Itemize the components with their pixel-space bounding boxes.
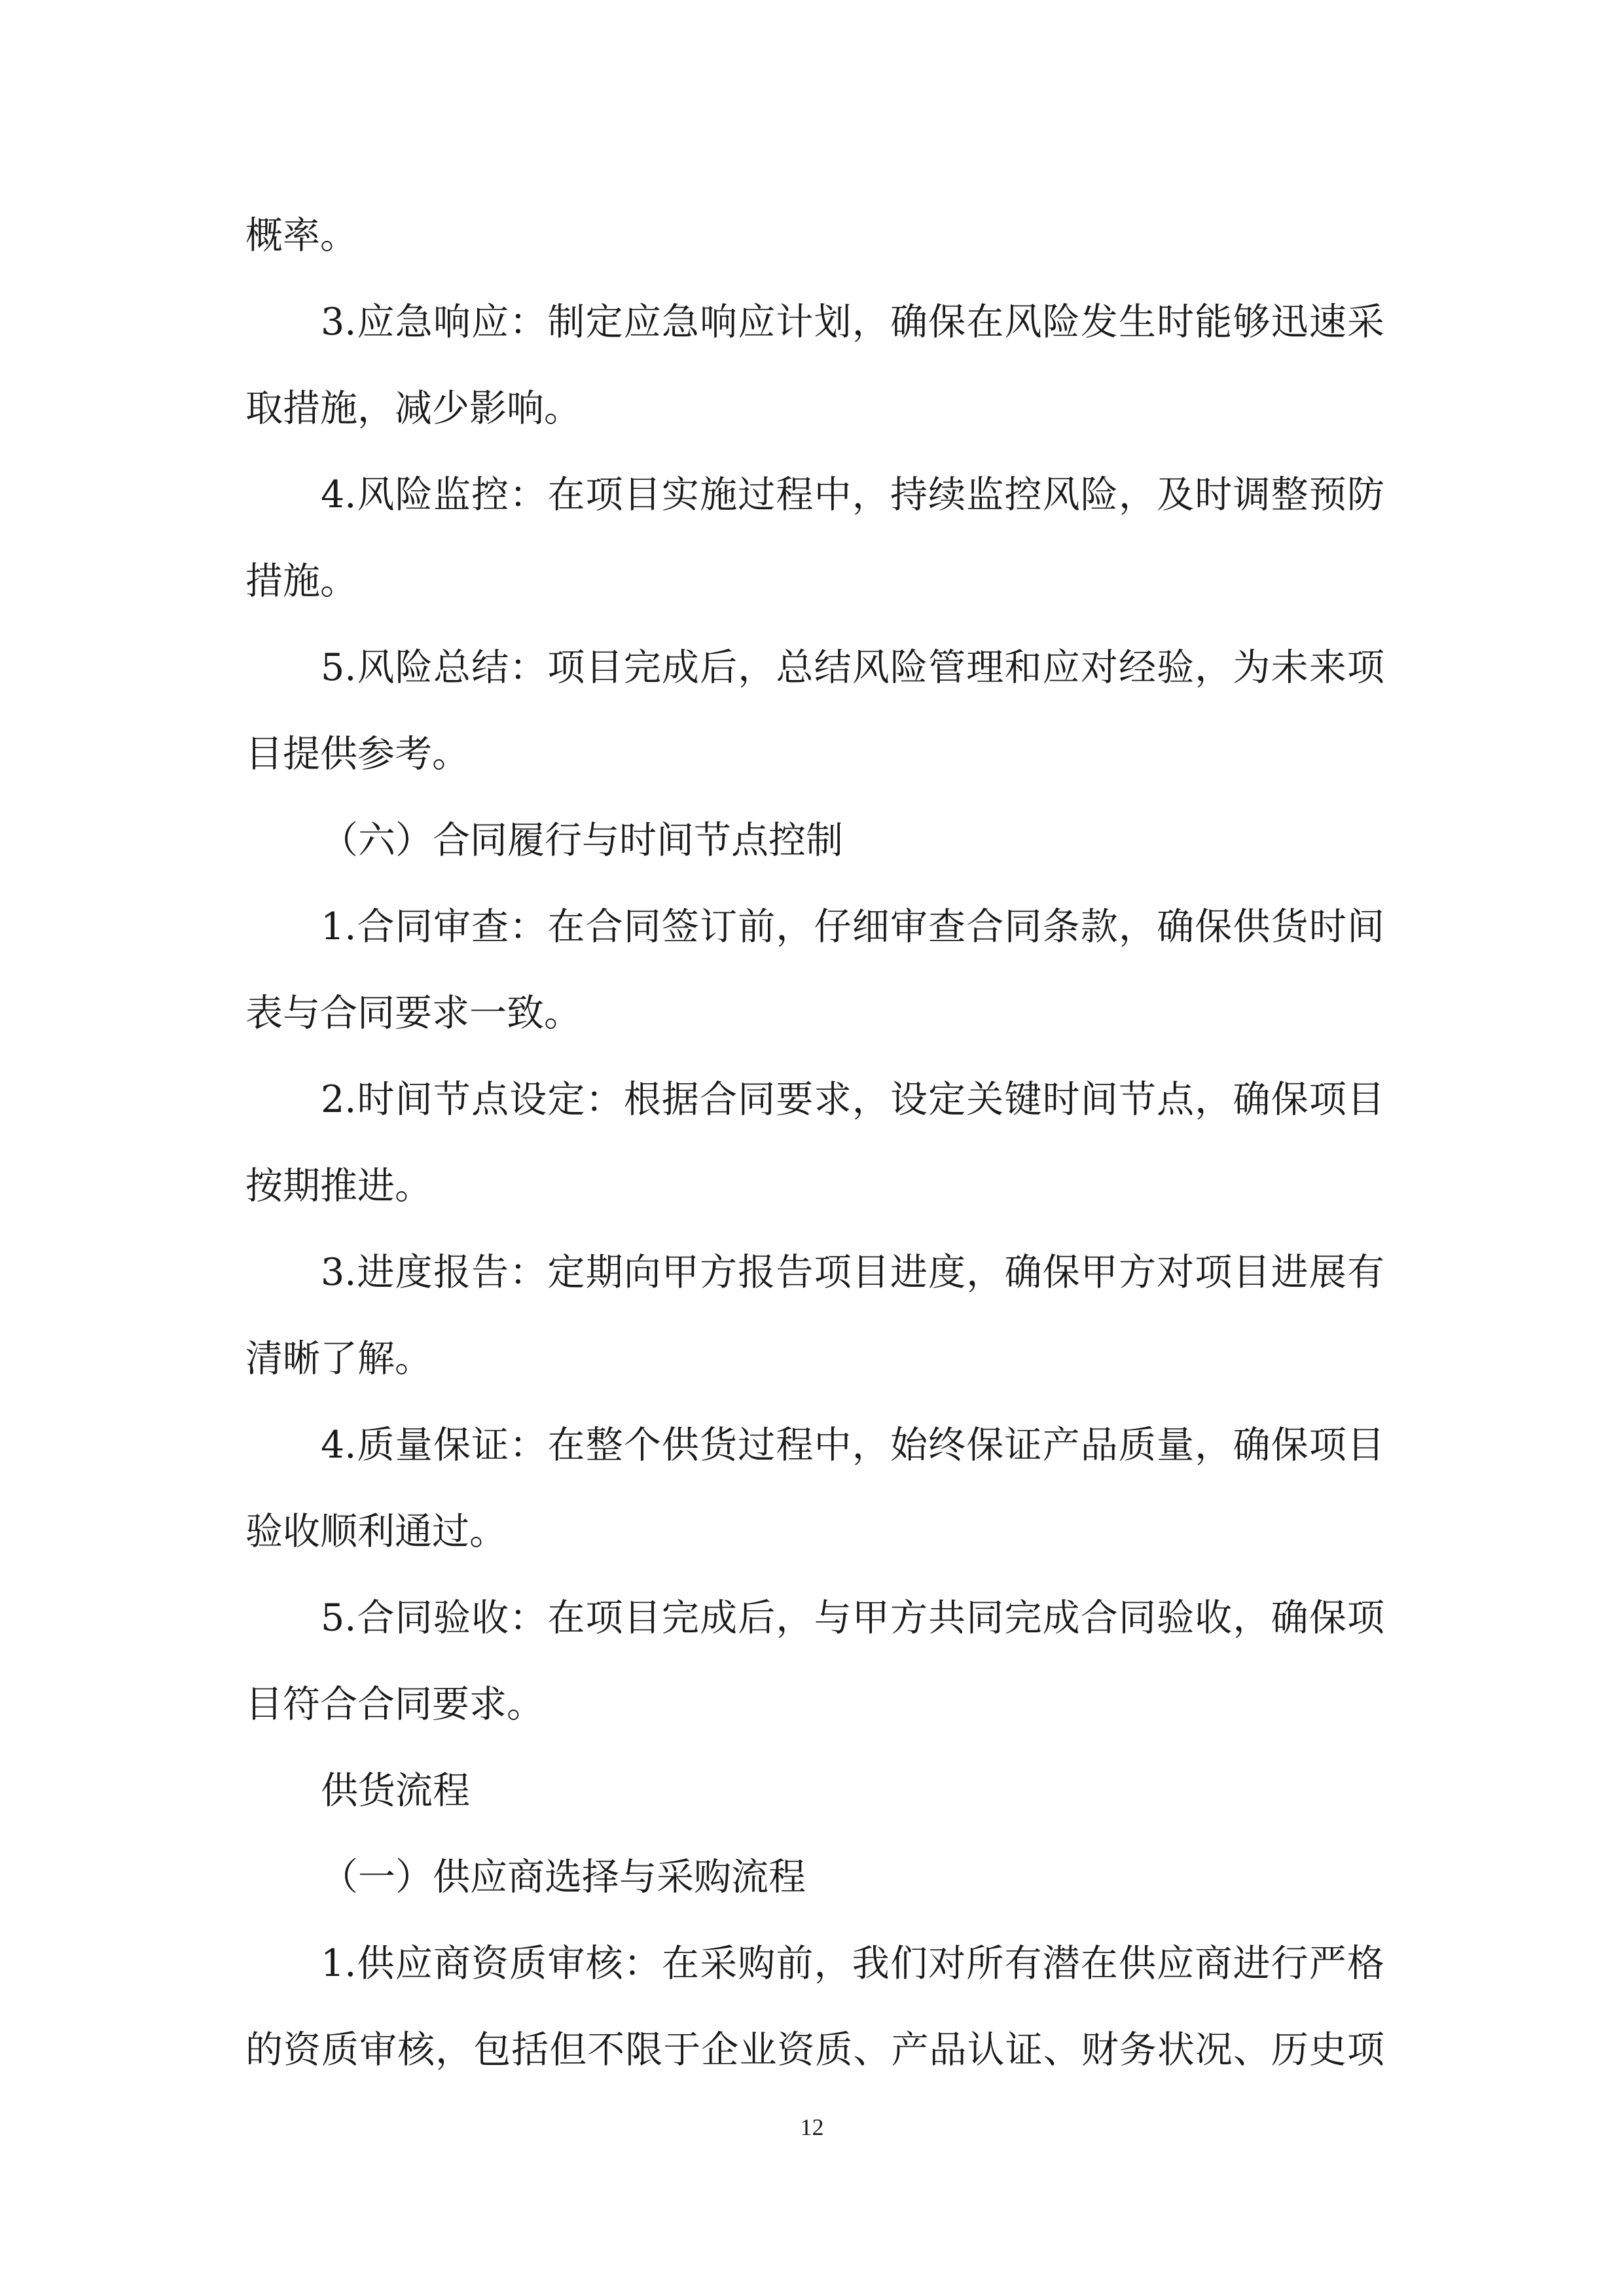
text-line: 措施。 bbox=[245, 560, 357, 603]
text-line: 清晰了解。 bbox=[245, 1337, 432, 1380]
text-line: 1.供应商资质审核：在采购前，我们对所有潜在供应商进行严格 bbox=[321, 1942, 1384, 1985]
section-heading: （六）合同履行与时间节点控制 bbox=[321, 819, 843, 862]
text-line: 5.合同验收：在项目完成后，与甲方共同完成合同验收，确保项 bbox=[321, 1596, 1384, 1640]
text-line: 5.风险总结：项目完成后，总结风险管理和应对经验，为未来项 bbox=[321, 646, 1384, 689]
text-line: 3.进度报告：定期向甲方报告项目进度，确保甲方对项目进展有 bbox=[321, 1251, 1384, 1294]
text-line: 概率。 bbox=[245, 214, 357, 257]
text-line: 2.时间节点设定：根据合同要求，设定关键时间节点，确保项目 bbox=[321, 1078, 1384, 1121]
text-line: 的资质审核，包括但不限于企业资质、产品认证、财务状况、历史项 bbox=[245, 2028, 1384, 2072]
text-line: 取措施，减少影响。 bbox=[245, 387, 581, 430]
text-line: 目提供参考。 bbox=[245, 732, 469, 776]
text-line: 目符合合同要求。 bbox=[245, 1683, 544, 1726]
text-line: 3.应急响应：制定应急响应计划，确保在风险发生时能够迅速采 bbox=[321, 300, 1384, 344]
section-heading: 供货流程 bbox=[321, 1769, 470, 1812]
page-number: 12 bbox=[800, 2114, 824, 2140]
text-line: 表与合同要求一致。 bbox=[245, 992, 581, 1035]
text-line: 4.风险监控：在项目实施过程中，持续监控风险，及时调整预防 bbox=[321, 473, 1384, 516]
text-line: 按期推进。 bbox=[245, 1164, 432, 1208]
text-line: 4.质量保证：在整个供货过程中，始终保证产品质量，确保项目 bbox=[321, 1424, 1384, 1467]
text-line: 验收顺利通过。 bbox=[245, 1510, 507, 1553]
subsection-heading: （一）供应商选择与采购流程 bbox=[321, 1856, 806, 1899]
text-line: 1.合同审查：在合同签订前，仔细审查合同条款，确保供货时间 bbox=[321, 905, 1384, 948]
